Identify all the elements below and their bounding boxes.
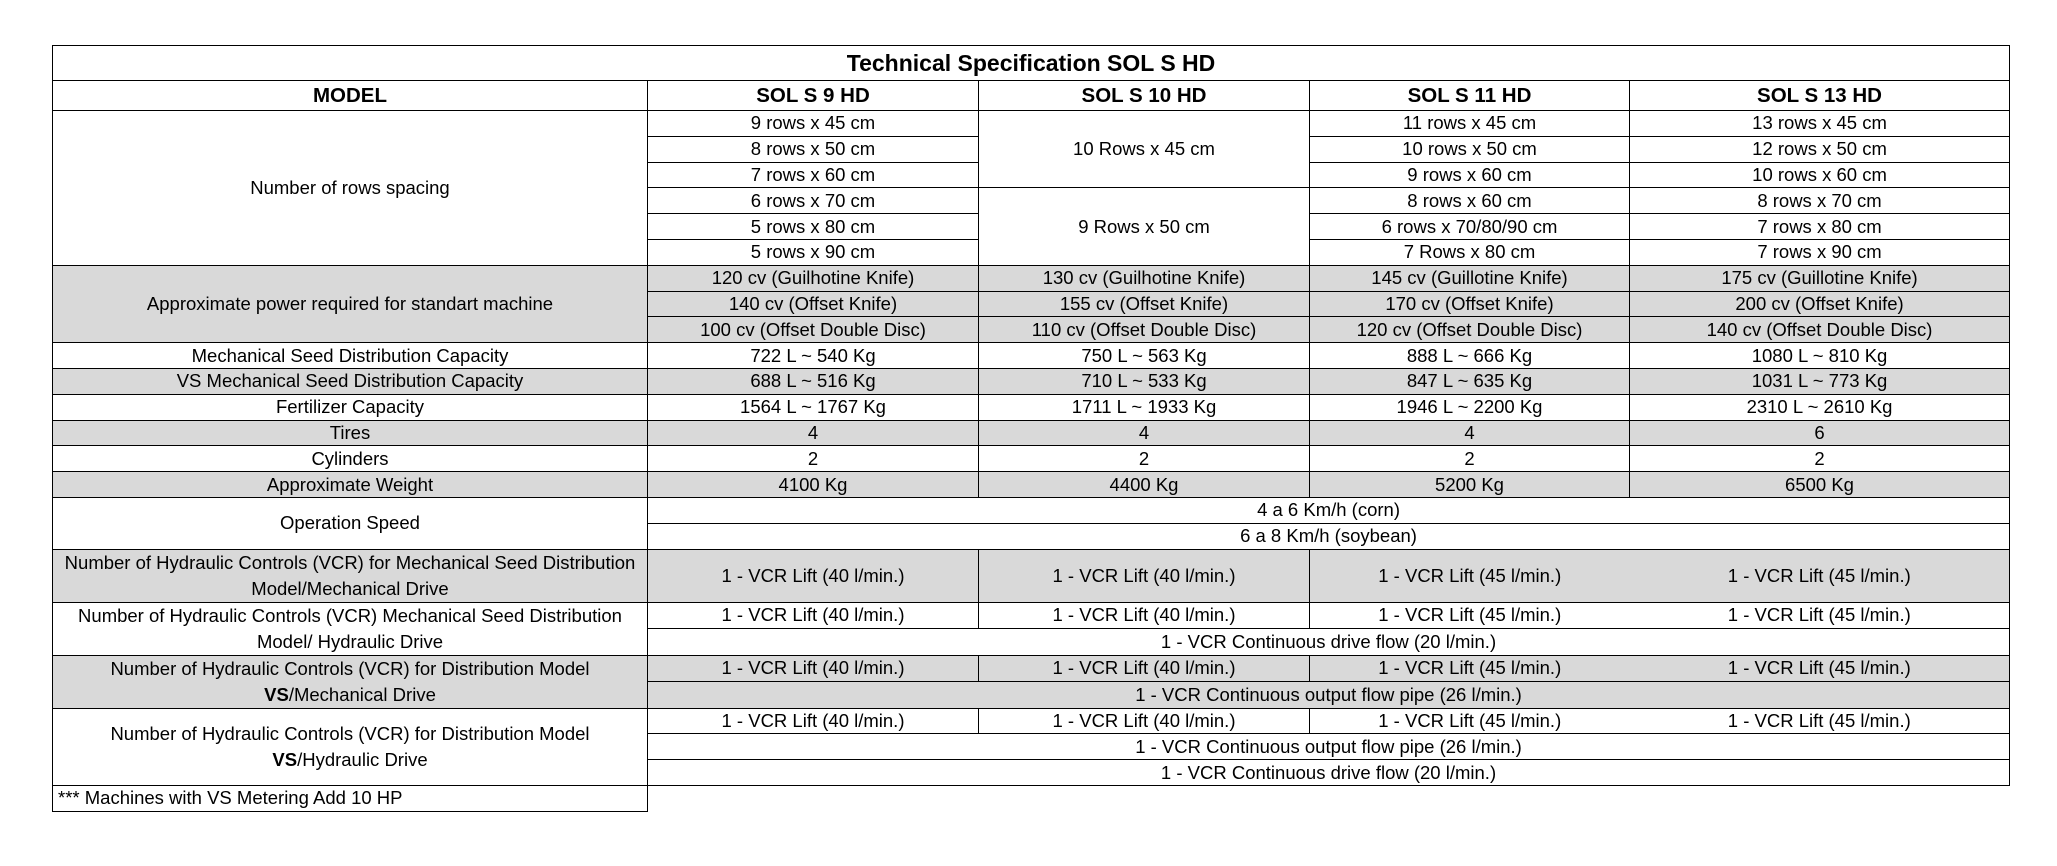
table-row [53,708,2010,734]
table-row [53,343,2010,369]
cell: 7 rows x 80 cm [1630,214,2010,240]
cell: 1 - VCR Lift (40 l/min.) [979,549,1310,602]
cell: 1 - VCR Lift (45 l/min.) [1630,655,2010,682]
spec-label: Mechanical Seed Distribution Capacity [53,343,648,369]
hydraulic-label [53,655,648,708]
cell: 1 - VCR Continuous drive flow (20 l/min.) [648,629,2010,656]
cell: 4400 Kg [979,472,1310,498]
model-sol-s-11-hd: SOL S 11 HD [1310,81,1630,111]
cell: 140 cv (Offset Double Disc) [1630,317,2010,343]
cell: 1 - VCR Lift (45 l/min.) [1630,602,2010,629]
spec-label: Approximate Weight [53,472,648,498]
table-row [53,265,2010,291]
cell: 145 cv (Guillotine Knife) [1310,265,1630,291]
cell: 12 rows x 50 cm [1630,136,2010,162]
cell: 4 a 6 Km/h (corn) [648,497,2010,523]
cell: 847 L ~ 635 Kg [1310,368,1630,394]
cell: 888 L ~ 666 Kg [1310,343,1630,369]
table-row [53,368,2010,394]
cell: 1 - VCR Lift (40 l/min.) [648,549,979,602]
table-row [53,602,2010,629]
hydraulic-label-text: Number of Hydraulic Controls (VCR) for Distribution Model [110,722,590,744]
cell: 6500 Kg [1630,472,2010,498]
cell: 200 cv (Offset Knife) [1630,291,2010,317]
cell: 10 Rows x 45 cm [979,111,1310,188]
cell: 1 - VCR Lift (40 l/min.) [648,708,979,734]
cell: 1 - VCR Lift (45 l/min.) [1310,602,1630,629]
cell: 170 cv (Offset Knife) [1310,291,1630,317]
cell: 9 Rows x 50 cm [979,188,1310,265]
cell: 1 - VCR Lift (40 l/min.) [648,602,979,629]
table-title: Technical Specification SOL S HD [53,46,2010,81]
table-row [53,497,2010,523]
cell: 5200 Kg [1310,472,1630,498]
cell: 2 [648,446,979,472]
table-row [53,472,2010,498]
table-row [53,394,2010,420]
power-label: Approximate power required for standart machine [53,265,648,342]
cell: 175 cv (Guillotine Knife) [1630,265,2010,291]
footnote-row [53,785,2010,811]
cell: 6 a 8 Km/h (soybean) [648,523,2010,549]
cell: 8 rows x 60 cm [1310,188,1630,214]
cell: 1 - VCR Lift (45 l/min.) [1310,708,1630,734]
cell: 1 - VCR Lift (45 l/min.) [1310,549,1630,602]
cell: 6 rows x 70 cm [648,188,979,214]
vs-label: VS [272,748,298,770]
cell: 6 [1630,420,2010,446]
title-row [53,46,2010,81]
hydraulic-label: Number of Hydraulic Controls (VCR) Mechanical Seed Distribution Model/ Hydraulic Drive [53,602,648,655]
cell: 1 - VCR Continuous output flow pipe (26 l/min.) [648,734,2010,760]
cell: 1 - VCR Lift (40 l/min.) [979,602,1310,629]
spec-label: Fertilizer Capacity [53,394,648,420]
cell: 11 rows x 45 cm [1310,111,1630,137]
cell: 1 - VCR Lift (40 l/min.) [979,708,1310,734]
cell: 5 rows x 90 cm [648,239,979,265]
cell: 7 Rows x 80 cm [1310,239,1630,265]
cell: 4100 Kg [648,472,979,498]
operation-speed-label: Operation Speed [53,497,648,549]
cell: 750 L ~ 563 Kg [979,343,1310,369]
cell: 1 - VCR Lift (40 l/min.) [648,655,979,682]
cell: 722 L ~ 540 Kg [648,343,979,369]
spec-label: Tires [53,420,648,446]
hydraulic-label-suffix: /Mechanical Drive [288,683,436,705]
cell: 8 rows x 70 cm [1630,188,2010,214]
cell: 1 - VCR Continuous drive flow (20 l/min.) [648,760,2010,786]
cell: 7 rows x 90 cm [1630,239,2010,265]
hydraulic-label-text: Number of Hydraulic Controls (VCR) for Distribution Model [110,657,590,679]
cell: 4 [1310,420,1630,446]
cell: 688 L ~ 516 Kg [648,368,979,394]
cell: 8 rows x 50 cm [648,136,979,162]
cell: 2 [979,446,1310,472]
model-header: MODEL [53,81,648,111]
cell: 1080 L ~ 810 Kg [1630,343,2010,369]
header-row [53,81,2010,111]
table-row [53,111,2010,137]
empty-cell [648,785,2010,811]
cell: 2310 L ~ 2610 Kg [1630,394,2010,420]
cell: 100 cv (Offset Double Disc) [648,317,979,343]
cell: 10 rows x 50 cm [1310,136,1630,162]
cell: 2 [1310,446,1630,472]
table-row [53,420,2010,446]
cell: 1946 L ~ 2200 Kg [1310,394,1630,420]
table-row [53,446,2010,472]
hydraulic-label [53,708,648,785]
spec-label: VS Mechanical Seed Distribution Capacity [53,368,648,394]
cell: 5 rows x 80 cm [648,214,979,240]
cell: 710 L ~ 533 Kg [979,368,1310,394]
table-row [53,549,2010,602]
cell: 1 - VCR Lift (45 l/min.) [1630,708,2010,734]
cell: 1 - VCR Continuous output flow pipe (26 l/min.) [648,682,2010,709]
cell: 1031 L ~ 773 Kg [1630,368,2010,394]
model-sol-s-13-hd: SOL S 13 HD [1630,81,2010,111]
cell: 6 rows x 70/80/90 cm [1310,214,1630,240]
vs-label: VS [264,683,289,705]
cell: 110 cv (Offset Double Disc) [979,317,1310,343]
cell: 1564 L ~ 1767 Kg [648,394,979,420]
hydraulic-label-suffix: /Hydraulic Drive [297,748,428,770]
cell: 1711 L ~ 1933 Kg [979,394,1310,420]
cell: 1 - VCR Lift (45 l/min.) [1630,549,2010,602]
cell: 1 - VCR Lift (45 l/min.) [1310,655,1630,682]
cell: 7 rows x 60 cm [648,162,979,188]
cell: 155 cv (Offset Knife) [979,291,1310,317]
spec-label: Cylinders [53,446,648,472]
cell: 120 cv (Offset Double Disc) [1310,317,1630,343]
cell: 13 rows x 45 cm [1630,111,2010,137]
cell: 4 [648,420,979,446]
cell: 140 cv (Offset Knife) [648,291,979,317]
model-sol-s-9-hd: SOL S 9 HD [648,81,979,111]
spec-table [52,45,2010,812]
table-row [53,655,2010,682]
cell: 4 [979,420,1310,446]
cell: 10 rows x 60 cm [1630,162,2010,188]
cell: 9 rows x 45 cm [648,111,979,137]
cell: 2 [1630,446,2010,472]
cell: 1 - VCR Lift (40 l/min.) [979,655,1310,682]
cell: 130 cv (Guilhotine Knife) [979,265,1310,291]
cell: 120 cv (Guilhotine Knife) [648,265,979,291]
cell: 9 rows x 60 cm [1310,162,1630,188]
model-sol-s-10-hd: SOL S 10 HD [979,81,1310,111]
footnote: *** Machines with VS Metering Add 10 HP [53,785,648,811]
rows-spacing-label: Number of rows spacing [53,111,648,266]
hydraulic-label: Number of Hydraulic Controls (VCR) for Mechanical Seed Distribution Model/Mechanical Drive [53,549,648,602]
